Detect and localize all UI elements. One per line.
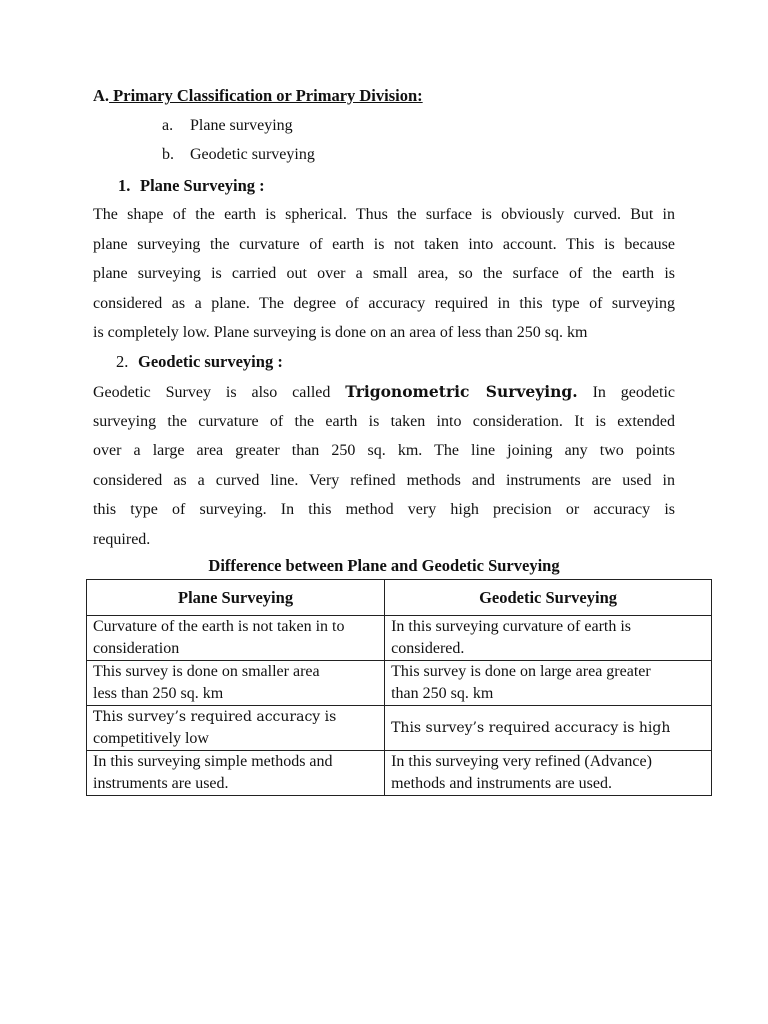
section-title: Primary Classification or Primary Division: [109, 86, 423, 105]
geodetic-surveying-paragraph [93, 377, 675, 554]
cell-line: less than 250 sq. km [93, 685, 224, 702]
cell-line: In this surveying curvature of earth is [391, 618, 632, 635]
table-title: Difference between Plane and Geodetic Surveying [208, 556, 560, 575]
trigonometric-term: Trigonometric Surveying. [345, 382, 578, 401]
table-header-row [87, 580, 712, 616]
heading-text: Plane Surveying : [140, 176, 265, 195]
table-cell-geodetic [385, 751, 712, 796]
section-prefix: A. [93, 86, 110, 105]
comparison-table [86, 579, 712, 796]
table-row [87, 706, 712, 751]
table-cell-geodetic [385, 616, 712, 661]
cell-line: consideration [93, 640, 180, 657]
division-text: Plane surveying [190, 117, 293, 134]
paragraph-line: The shape of the earth is spherical. Thus the surface is obviously curved. But in [93, 206, 675, 223]
paragraph-line: required. [93, 530, 151, 548]
division-label: a. [162, 117, 174, 134]
plane-surveying-paragraph [93, 200, 675, 348]
division-label: b. [162, 146, 174, 163]
cell-line: This survey is done on smaller area [93, 663, 320, 680]
line-text: Geodetic Survey is also called [93, 384, 346, 401]
cell-line: In this surveying simple methods and [93, 753, 333, 770]
table-cell-geodetic [385, 706, 712, 751]
cell-line: Curvature of the earth is not taken in to [93, 618, 345, 635]
cell-line: This survey’s required accuracy is high [391, 720, 671, 736]
paragraph-line [93, 377, 675, 407]
paragraph-line: plane surveying is carried out over a small area, so the surface of the earth is [93, 265, 675, 282]
table-cell-geodetic [385, 661, 712, 706]
division-text: Geodetic surveying [190, 146, 315, 163]
paragraph-line: surveying the curvature of the earth is taken into consideration. It is extended [93, 412, 675, 430]
plane-surveying-heading [118, 176, 265, 196]
paragraph-line: plane surveying the curvature of earth is not taken into account. This is because [93, 235, 675, 253]
section-heading [93, 86, 423, 106]
paragraph-line: considered as a plane. The degree of accuracy required in this type of surveying [93, 294, 675, 312]
table-row [87, 661, 712, 706]
paragraph-line: this type of surveying. In this method very high precision or accuracy is [93, 501, 675, 518]
division-item-a [162, 117, 293, 135]
table-row [87, 751, 712, 796]
paragraph-line: is completely low. Plane surveying is done on an area of less than 250 sq. km [93, 324, 588, 341]
cell-line: methods and instruments are used. [391, 775, 612, 792]
cell-line: competitively low [93, 730, 209, 747]
cell-line: This survey’s required accuracy is [93, 709, 337, 725]
heading-text: Geodetic surveying : [138, 352, 283, 371]
table-cell-plane [87, 706, 385, 751]
heading-number: 2. [116, 352, 129, 371]
table-row [87, 616, 712, 661]
line-text: In geodetic [577, 384, 676, 401]
geodetic-surveying-heading [116, 352, 283, 372]
table-cell-plane [87, 751, 385, 796]
paragraph-line: over a large area greater than 250 sq. km. The line joining any two points [93, 442, 675, 459]
heading-number: 1. [118, 176, 131, 195]
paragraph-line: considered as a curved line. Very refined methods and instruments are used in [93, 471, 675, 489]
division-item-b [162, 146, 315, 164]
table-cell-plane [87, 616, 385, 661]
column-header-geodetic: Geodetic Surveying [385, 580, 712, 616]
cell-line: This survey is done on large area greater [391, 663, 651, 680]
cell-line: In this surveying very refined (Advance) [391, 753, 652, 770]
cell-line: than 250 sq. km [391, 685, 494, 702]
column-header-plane: Plane Surveying [87, 580, 385, 616]
cell-line: instruments are used. [93, 775, 229, 792]
cell-line: considered. [391, 640, 465, 657]
table-cell-plane [87, 661, 385, 706]
